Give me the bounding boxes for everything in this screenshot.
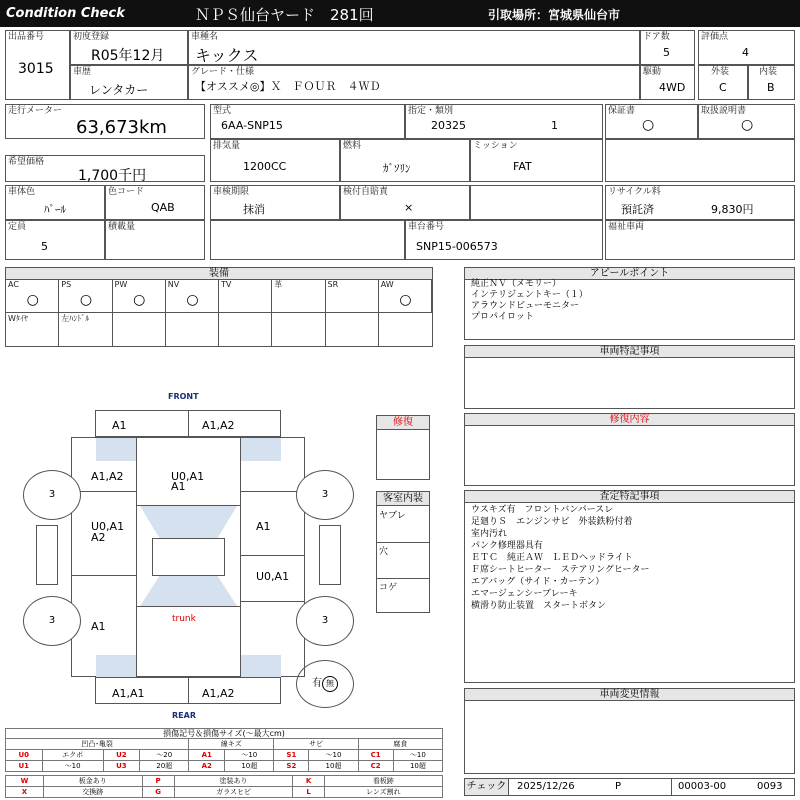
reg-cell (70, 30, 188, 65)
liability-cell (340, 185, 470, 220)
equipment-cell (272, 313, 325, 346)
quarter-rl-damage: A1 (91, 620, 106, 633)
mileage-cell (5, 104, 205, 139)
rear-left-corner (96, 655, 136, 677)
note-line: エアバッグ（サイド・カーテン） (471, 577, 605, 587)
drive-label: 駆動 (643, 67, 662, 77)
spare-yes-label: 有 (312, 678, 322, 689)
equipment-value: ○ (399, 292, 412, 308)
legend-cell: U0 (6, 750, 43, 761)
equipment-cell (326, 279, 379, 312)
note-line: Ｆ席シートヒーター ステアリングヒーター (471, 565, 650, 575)
footer-number-2: 0093 (757, 781, 783, 792)
score: 4 (742, 46, 749, 59)
header-bar (0, 0, 800, 27)
legend-cell: W (6, 776, 44, 787)
front-bumper (95, 410, 281, 437)
door-fr-damage: A1 (256, 520, 271, 533)
legend-table-2 (5, 775, 443, 798)
equipment-panel (5, 267, 433, 347)
tire-rl-value: 3 (48, 615, 56, 626)
manual-label: 取扱説明書 (701, 106, 747, 116)
inspection-cell (210, 185, 340, 220)
trunk-label: trunk (172, 614, 196, 624)
interior-panel (376, 491, 430, 613)
displacement-cell (210, 139, 340, 182)
legend-group-scratch: 線キズ (189, 739, 274, 750)
fuel-cell (340, 139, 470, 182)
equipment-cell (219, 279, 272, 312)
note-line: パンク修理器具有 (471, 541, 543, 551)
doors-label: ドア数 (643, 32, 670, 42)
rear-right-corner (241, 655, 281, 677)
designation: 20325 (431, 119, 466, 132)
equipment-key: TV (221, 280, 232, 289)
blank-cell (605, 139, 795, 182)
spare-tire (296, 660, 354, 708)
equipment-cell (219, 313, 272, 346)
price-cell (5, 155, 205, 182)
reg-label: 初度登録 (73, 32, 110, 42)
legend-title: 損傷記号＆損傷サイズ(〜最大cm) (5, 728, 443, 738)
equipment-cell (326, 313, 379, 346)
grade-cell (188, 65, 640, 100)
legend-group-corrosion: 腐食 (358, 739, 442, 750)
designation-cell (405, 104, 603, 139)
mileage: 63,673km (76, 117, 167, 138)
doors: 5 (663, 46, 670, 59)
capacity-cell (5, 220, 105, 260)
category: 1 (551, 119, 558, 132)
load-label: 積載量 (108, 222, 136, 232)
fuel: ｶﾞｿﾘﾝ (383, 162, 411, 175)
capacity-label: 定員 (8, 222, 27, 232)
equipment-cell (272, 279, 325, 312)
check-code: P (615, 781, 622, 792)
note-line: 室内汚れ (471, 529, 508, 539)
model: 6AA-SNP15 (221, 119, 283, 132)
inspection: 抹消 (243, 203, 265, 216)
repair-content-title: 修復内容 (465, 414, 794, 426)
change-info-panel (464, 688, 795, 774)
grade: 【オススメ◎】Ｘ ＦＯＵＲ ４ＷＤ (195, 80, 381, 93)
recycle-cell (605, 185, 795, 220)
note-line: 純正ＮＶ（メモリー） (471, 279, 562, 289)
liability-label: 検付自賠責 (343, 187, 389, 197)
inspection-notes-title: 査定特記事項 (465, 491, 794, 503)
equipment-cell (59, 313, 112, 346)
legend-cell: C1 (358, 750, 393, 761)
tire-fr (296, 470, 354, 520)
score-cell (698, 30, 795, 65)
front-bumper-left-damage: A1 (112, 419, 127, 432)
rear-bumper-right-damage: A1,A2 (202, 687, 235, 700)
car-name-cell (188, 30, 640, 65)
tire-fr-value: 3 (321, 489, 329, 500)
doors-cell (640, 30, 695, 65)
mileage-label: 走行メーター (8, 106, 63, 116)
mission-label: ミッション (473, 141, 518, 151)
legend-cell: A1 (189, 750, 225, 761)
fender-fl-damage: A1,A2 (91, 470, 124, 483)
inspection-notes-panel (464, 490, 795, 683)
model-label: 型式 (213, 106, 232, 116)
legend-cell: 20超 (140, 761, 189, 772)
ext-label: 外装 (711, 67, 730, 77)
color: ﾊﾟｰﾙ (44, 203, 66, 216)
equipment-key: SR (327, 280, 339, 289)
rear-label: REAR (172, 711, 196, 720)
capacity: 5 (41, 240, 48, 253)
repair-title: 修復 (377, 416, 429, 430)
chassis-number: SNP15-006573 (416, 240, 498, 253)
equipment-cell (59, 279, 112, 312)
price: 1,700千円 (78, 168, 147, 184)
equipment-cell (379, 279, 432, 312)
note-line: プロパイロット (471, 312, 534, 322)
equipment-cell (6, 279, 59, 312)
legend-cell: X (6, 787, 44, 798)
equipment-row-1 (6, 279, 432, 312)
legend-cell: 10超 (309, 761, 358, 772)
equipment-value: ○ (186, 292, 199, 308)
check-label: チェック (465, 779, 509, 795)
inspection-notes-lines (471, 504, 650, 612)
mission-cell (470, 139, 603, 182)
legend-cell: U2 (103, 750, 140, 761)
warranty-cell (605, 104, 698, 139)
repair-content-panel (464, 413, 795, 486)
recycle-label: リサイクル料 (608, 187, 661, 197)
fuel-label: 燃料 (343, 141, 362, 151)
equipment-key: NV (167, 280, 180, 289)
note-line: インテリジェントキー（１） (471, 290, 588, 300)
front-label: FRONT (168, 392, 199, 401)
footer-number-1: 00003-00 (671, 779, 726, 795)
equipment-key: PW (114, 280, 128, 289)
note-line: 足廻りＳ エンジンサビ 外装鉄粉付着 (471, 517, 633, 527)
equipment-value: ○ (79, 292, 93, 308)
equipment-key: PS (61, 280, 72, 289)
interior-hole: 穴 (379, 547, 389, 557)
appeal-title: アピールポイント (465, 268, 794, 280)
welfare-label: 福祉車両 (608, 222, 645, 232)
int-label: 内装 (759, 67, 778, 77)
legend-cell: S1 (274, 750, 309, 761)
legend-cell: P (142, 776, 174, 787)
ext-cell (698, 65, 748, 100)
legend-cell: S2 (274, 761, 309, 772)
equipment-cell (6, 313, 59, 346)
equipment-title: 装備 (6, 268, 432, 280)
appeal-panel (464, 267, 795, 340)
displacement-label: 排気量 (213, 141, 241, 151)
displacement: 1200CC (243, 160, 287, 173)
manual-cell (698, 104, 795, 139)
equipment-value: ○ (133, 292, 146, 308)
legend-group-rust: サビ (274, 739, 358, 750)
equipment-key: 革 (274, 280, 283, 289)
interior-tear: ヤブレ (379, 511, 406, 521)
liability: × (404, 201, 414, 214)
equipment-cell (166, 313, 219, 346)
warranty-label: 保証書 (608, 106, 636, 116)
equipment-key: Wﾀｲﾔ (8, 314, 28, 323)
legend-cell: レンズ割れ (324, 787, 442, 798)
ext-score: C (719, 81, 727, 94)
legend-group-dent: 凹凸･亀裂 (6, 739, 189, 750)
recycle-status: 預託済 (621, 203, 654, 216)
front-bumper-right-damage: A1,A2 (202, 419, 235, 432)
equipment-key: AW (380, 280, 394, 289)
int-score: B (767, 81, 775, 94)
tire-rl (23, 596, 81, 646)
roof (152, 538, 225, 576)
auction-name: ＮＰＳ仙台ヤード 281回 (195, 6, 374, 24)
legend-cell: 〜20 (140, 750, 189, 761)
manual: ○ (741, 117, 754, 133)
legend-cell: 〜10 (309, 750, 358, 761)
check-date: 2025/12/26 (517, 781, 575, 792)
legend-cell: 板金あり (44, 776, 143, 787)
grade-label: グレード・仕様 (191, 67, 255, 77)
legend-cell: ガラスヒビ (174, 787, 293, 798)
right-mirror (319, 525, 341, 585)
int-cell (748, 65, 795, 100)
special-panel (464, 345, 795, 409)
drive-cell (640, 65, 695, 100)
tire-fl-value: 3 (48, 489, 56, 500)
legend-cell: C2 (358, 761, 393, 772)
legend-cell: U3 (103, 761, 140, 772)
equipment-cell (113, 313, 166, 346)
car-name-label: 車種名 (191, 32, 219, 42)
equipment-row-2 (6, 312, 432, 346)
warranty: ○ (642, 117, 655, 133)
color-code: QAB (151, 201, 175, 214)
rear-bumper (95, 677, 281, 704)
door-fl-damage-2: A2 (91, 531, 106, 544)
history-label: 車歴 (73, 67, 92, 77)
legend-cell: K (293, 776, 324, 787)
color-code-label: 色コード (108, 187, 145, 197)
color-code-cell (105, 185, 205, 220)
lot-no-cell (5, 30, 70, 100)
special-title: 車両特記事項 (465, 346, 794, 358)
left-mirror (36, 525, 58, 585)
repair-panel (376, 415, 430, 480)
color-label: 車体色 (8, 187, 36, 197)
hood-damage: U0,A1 (171, 470, 205, 483)
note-line: ウスキズ有 フロントバンパースレ (471, 505, 614, 515)
legend-cell: 〜10 (42, 761, 103, 772)
blank-cell-3 (210, 220, 405, 260)
score-label: 評価点 (701, 32, 729, 42)
car-name: キックス (195, 46, 259, 65)
legend-table (5, 738, 443, 772)
interior-burn: コゲ (379, 583, 398, 593)
equipment-key: AC (8, 280, 19, 289)
reg-date: R05年12月 (91, 48, 165, 64)
history: レンタカー (89, 83, 149, 97)
note-line: ＥＴＣ 純正ＡＷ ＬＥＤヘッドライト (471, 553, 633, 563)
designation-label: 指定・類別 (408, 106, 454, 116)
hood-damage-2: A1 (171, 480, 186, 493)
rear-bumper-left-damage: A1,A1 (112, 687, 145, 700)
note-line: アラウンドビューモニター (471, 301, 580, 311)
legend-cell: 〜10 (225, 750, 274, 761)
welfare-cell (605, 220, 795, 260)
legend-cell: 10超 (393, 761, 442, 772)
color-cell (5, 185, 105, 220)
legend-cell: U1 (6, 761, 43, 772)
equipment-cell (113, 279, 166, 312)
door-rr-damage: U0,A1 (256, 570, 290, 583)
appeal-lines (471, 279, 588, 323)
legend-cell: 交換跡 (44, 787, 143, 798)
model-cell (210, 104, 405, 139)
tire-rr-value: 3 (321, 615, 329, 626)
doc-title: Condition Check (6, 6, 125, 21)
blank-cell-2 (470, 185, 603, 220)
mission: FAT (513, 160, 532, 173)
legend-cell: 10超 (225, 761, 274, 772)
spare-value: 無 (322, 676, 338, 692)
equipment-key: 左ﾊﾝﾄﾞﾙ (61, 314, 90, 323)
chassis-label: 車台番号 (408, 222, 445, 232)
legend-cell: 看板跡 (324, 776, 442, 787)
equipment-cell (166, 279, 219, 312)
lot-no: 3015 (18, 61, 54, 77)
chassis-cell (405, 220, 603, 260)
pickup-location: 引取場所：宮城県仙台市 (488, 8, 621, 22)
price-label: 希望価格 (8, 157, 45, 167)
inspection-label: 車検期限 (213, 187, 250, 197)
legend-cell: エクボ (42, 750, 103, 761)
lot-no-label: 出品番号 (8, 32, 45, 42)
legend-cell: A2 (189, 761, 225, 772)
note-line: 横滑り防止装置 スタートボタン (471, 601, 607, 611)
tire-rr (296, 596, 354, 646)
interior-title: 客室内装 (377, 492, 429, 506)
legend-cell: 塗装あり (174, 776, 293, 787)
footer-bar (464, 778, 795, 796)
tire-fl (23, 470, 81, 520)
door-fl-damage: U0,A1 (91, 520, 125, 533)
note-line: エマージェンシーブレーキ (471, 589, 578, 599)
recycle-fee: 9,830円 (711, 203, 754, 216)
equipment-value: ○ (26, 292, 39, 308)
load-cell (105, 220, 205, 260)
drive: 4WD (659, 81, 686, 94)
history-cell (70, 65, 188, 100)
legend-cell: G (142, 787, 174, 798)
damage-legend (5, 728, 443, 798)
legend-cell: L (293, 787, 324, 798)
change-info-title: 車両変更情報 (465, 689, 794, 701)
legend-cell: 〜10 (393, 750, 442, 761)
